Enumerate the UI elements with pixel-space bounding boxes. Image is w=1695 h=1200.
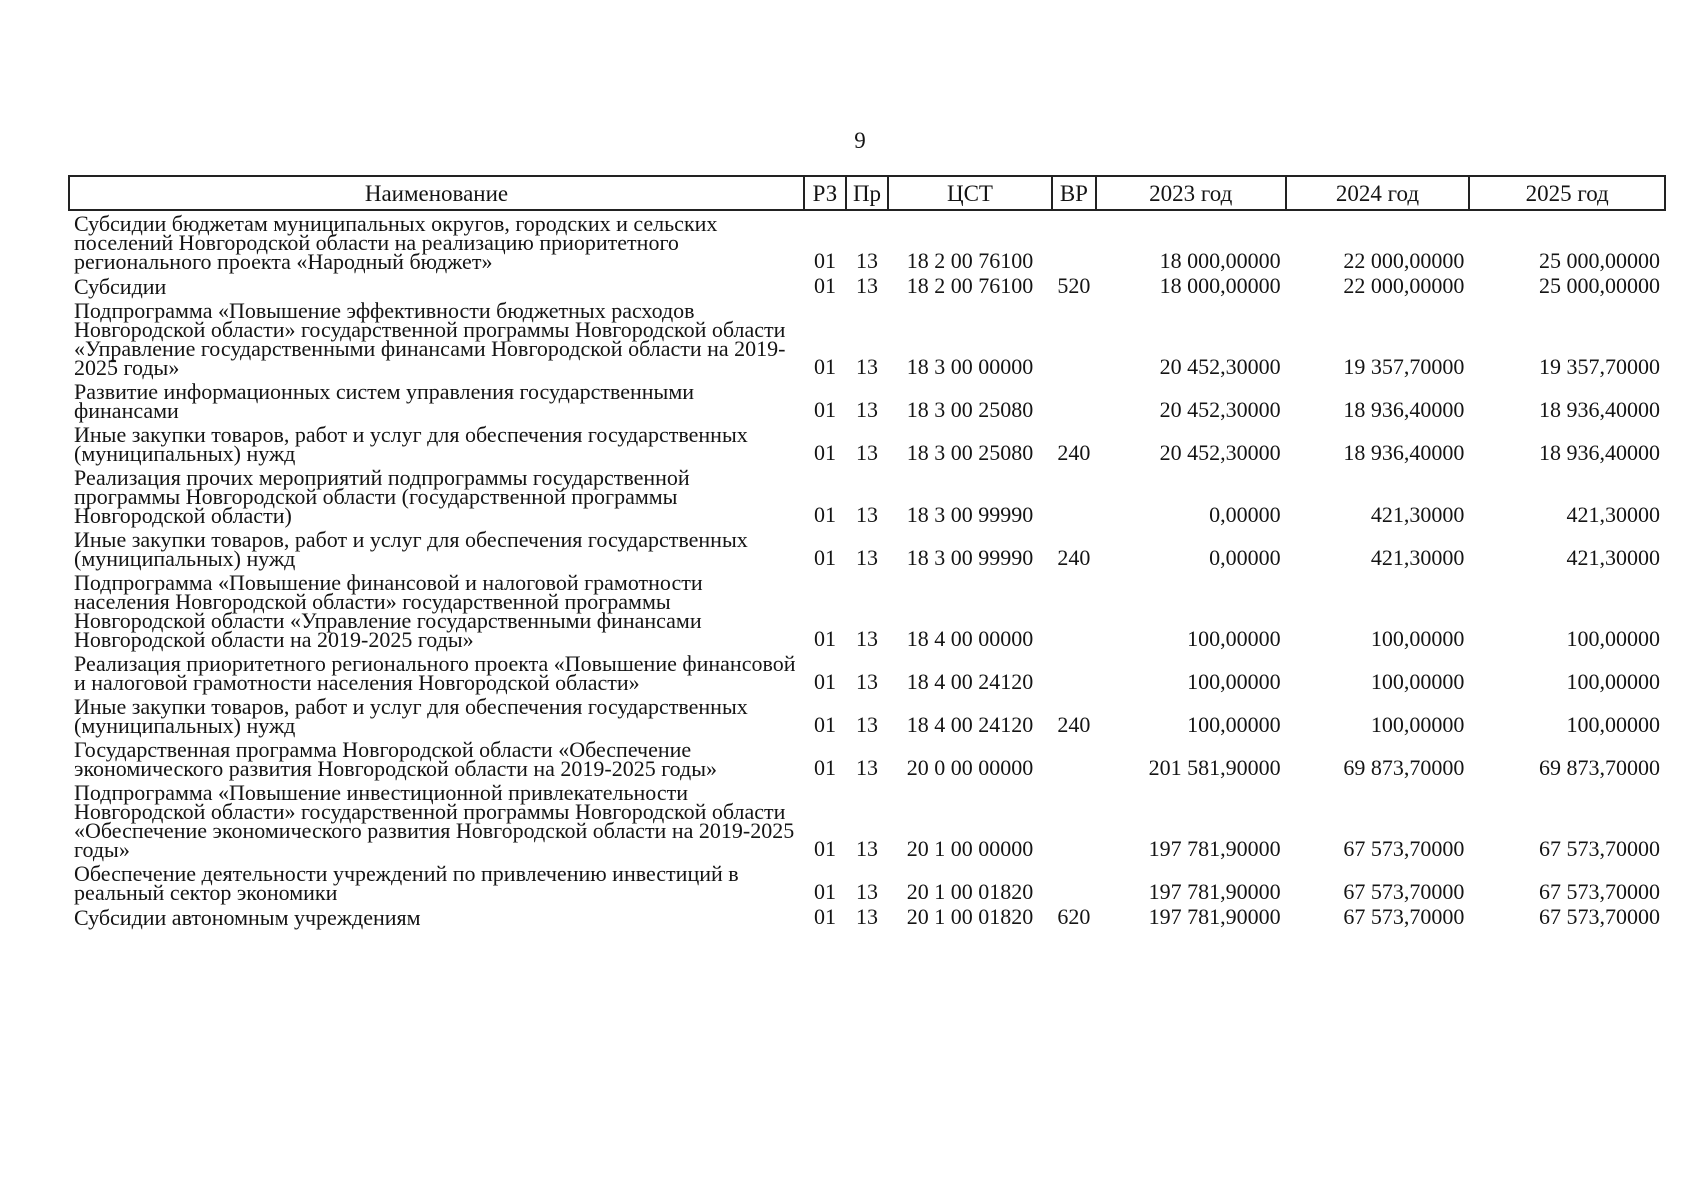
row-2024: 19 357,70000 [1343, 354, 1465, 379]
row-2025: 100,00000 [1566, 669, 1660, 694]
table-row [69, 210, 1665, 273]
row-name: Субсидии бюджетам муниципальных округов, городских и сельских поселений Новгородской области на реализацию приоритетного регионального проекта «Народный бюджет» [74, 211, 718, 274]
table-row [69, 570, 1665, 651]
row-2024: 18 936,40000 [1343, 397, 1465, 422]
row-vr: 520 [1057, 273, 1091, 298]
table-row [69, 651, 1665, 694]
row-pr: 13 [856, 879, 878, 904]
row-name: Иные закупки товаров, работ и услуг для обеспечения государственных (муниципальных) нужд [74, 527, 748, 571]
row-2024: 69 873,70000 [1343, 755, 1465, 780]
row-2024: 421,30000 [1370, 502, 1465, 527]
row-rz: 01 [813, 545, 836, 570]
row-vr [1052, 861, 1096, 904]
row-2024: 67 573,70000 [1343, 836, 1465, 861]
row-pr: 13 [856, 273, 878, 298]
table-row [69, 273, 1665, 298]
row-2023: 201 581,90000 [1148, 755, 1281, 780]
row-2023: 197 781,90000 [1148, 904, 1281, 929]
row-2024: 67 573,70000 [1343, 879, 1465, 904]
row-pr: 13 [856, 354, 878, 379]
row-name: Субсидии [74, 274, 167, 299]
row-rz: 01 [813, 755, 836, 780]
row-vr [1052, 210, 1096, 273]
row-cst: 18 2 00 76100 [906, 248, 1034, 273]
header-pr: Пр [846, 176, 888, 210]
row-vr [1052, 651, 1096, 694]
row-2025: 67 573,70000 [1539, 879, 1660, 904]
row-cst: 18 2 00 76100 [906, 273, 1034, 298]
row-2023: 20 452,30000 [1159, 354, 1281, 379]
table-row [69, 379, 1665, 422]
row-2025: 18 936,40000 [1539, 440, 1660, 465]
row-vr: 240 [1057, 440, 1091, 465]
row-2023: 20 452,30000 [1159, 397, 1281, 422]
row-rz: 01 [813, 248, 836, 273]
table-row [69, 527, 1665, 570]
row-2024: 100,00000 [1370, 626, 1465, 651]
row-name: Подпрограмма «Повышение финансовой и налоговой грамотности населения Новгородской области» государственной программы Новгородской области «Управление государственными финансами Новгородской области на 2019-2025 годы» [74, 570, 703, 652]
row-2025: 421,30000 [1566, 545, 1660, 570]
row-2025: 67 573,70000 [1539, 836, 1660, 861]
row-rz: 01 [813, 904, 836, 929]
row-rz: 01 [813, 273, 836, 298]
row-2025: 25 000,00000 [1539, 248, 1660, 273]
row-cst: 18 4 00 00000 [906, 626, 1034, 651]
page-number: 9 [854, 128, 866, 153]
header-vr: ВР [1052, 176, 1096, 210]
header-2023: 2023 год [1096, 176, 1286, 210]
row-name: Подпрограмма «Повышение инвестиционной привлекательности Новгородской области» государственной программы Новгородской области «Обеспечение экономического развития Новгородской области на 2019-2025 годы» [74, 780, 795, 862]
row-vr: 240 [1057, 712, 1091, 737]
row-2025: 421,30000 [1566, 502, 1660, 527]
header-rz: РЗ [804, 176, 846, 210]
row-2023: 18 000,00000 [1159, 273, 1281, 298]
row-vr [1052, 737, 1096, 780]
table-row [69, 422, 1665, 465]
row-cst: 20 0 00 00000 [906, 755, 1034, 780]
row-pr: 13 [856, 669, 878, 694]
row-rz: 01 [813, 397, 836, 422]
row-pr: 13 [856, 904, 878, 929]
row-cst: 18 3 00 99990 [906, 545, 1034, 570]
row-vr [1052, 465, 1096, 527]
table-row [69, 904, 1665, 929]
row-cst: 18 3 00 25080 [906, 440, 1034, 465]
table-body [69, 210, 1665, 929]
row-name: Государственная программа Новгородской области «Обеспечение экономического развития Новгородской области на 2019-2025 годы» [74, 737, 718, 781]
row-rz: 01 [813, 502, 836, 527]
row-name: Обеспечение деятельности учреждений по привлечению инвестиций в реальный сектор экономики [74, 861, 739, 905]
row-rz: 01 [813, 354, 836, 379]
row-2024: 22 000,00000 [1343, 273, 1465, 298]
row-cst: 20 1 00 00000 [906, 836, 1034, 861]
row-name: Развитие информационных систем управления государственными финансами [74, 379, 695, 423]
row-pr: 13 [856, 755, 878, 780]
row-rz: 01 [813, 879, 836, 904]
table-row [69, 737, 1665, 780]
header-2025: 2025 год [1469, 176, 1665, 210]
row-rz: 01 [813, 712, 836, 737]
row-name: Иные закупки товаров, работ и услуг для обеспечения государственных (муниципальных) нужд [74, 422, 748, 466]
row-2024: 18 936,40000 [1343, 440, 1465, 465]
row-2025: 100,00000 [1566, 712, 1660, 737]
row-2025: 67 573,70000 [1539, 904, 1660, 929]
row-2025: 100,00000 [1566, 626, 1660, 651]
row-2024: 100,00000 [1370, 712, 1465, 737]
row-name: Реализация прочих мероприятий подпрограммы государственной программы Новгородской области (государственной программы Новгородской области) [74, 465, 690, 528]
row-2024: 421,30000 [1370, 545, 1465, 570]
row-pr: 13 [856, 502, 878, 527]
table-row [69, 465, 1665, 527]
budget-table [68, 175, 1666, 929]
row-rz: 01 [813, 440, 836, 465]
row-cst: 18 4 00 24120 [906, 712, 1034, 737]
row-pr: 13 [856, 440, 878, 465]
row-2025: 25 000,00000 [1539, 273, 1660, 298]
row-pr: 13 [856, 248, 878, 273]
header-2024: 2024 год [1286, 176, 1470, 210]
row-2023: 197 781,90000 [1148, 836, 1281, 861]
table-row [69, 694, 1665, 737]
row-2025: 69 873,70000 [1539, 755, 1660, 780]
row-2023: 18 000,00000 [1159, 248, 1281, 273]
row-vr [1052, 379, 1096, 422]
row-cst: 20 1 00 01820 [906, 879, 1034, 904]
row-cst: 20 1 00 01820 [906, 904, 1034, 929]
row-pr: 13 [856, 545, 878, 570]
row-2023: 100,00000 [1187, 712, 1281, 737]
row-vr [1052, 298, 1096, 379]
row-2024: 100,00000 [1370, 669, 1465, 694]
row-rz: 01 [813, 669, 836, 694]
row-2025: 19 357,70000 [1539, 354, 1660, 379]
row-2023: 100,00000 [1187, 626, 1281, 651]
row-cst: 18 4 00 24120 [906, 669, 1034, 694]
table-row [69, 780, 1665, 861]
row-vr: 620 [1057, 904, 1091, 929]
row-pr: 13 [856, 397, 878, 422]
row-2023: 197 781,90000 [1148, 879, 1281, 904]
row-cst: 18 3 00 00000 [906, 354, 1034, 379]
row-name: Подпрограмма «Повышение эффективности бюджетных расходов Новгородской области» государственной программы Новгородской области «Управление государственными финансами Новгородской области на 2019-2025 годы» [74, 298, 786, 380]
header-cst: ЦСТ [888, 176, 1052, 210]
header-name: Наименование [69, 176, 804, 210]
row-vr: 240 [1057, 545, 1091, 570]
row-vr [1052, 780, 1096, 861]
row-2023: 20 452,30000 [1159, 440, 1281, 465]
row-2023: 100,00000 [1187, 669, 1281, 694]
row-2024: 67 573,70000 [1343, 904, 1465, 929]
row-rz: 01 [813, 836, 836, 861]
row-name: Реализация приоритетного регионального проекта «Повышение финансовой и налоговой грамотности населения Новгородской области» [74, 651, 796, 695]
row-vr [1052, 570, 1096, 651]
row-cst: 18 3 00 25080 [906, 397, 1034, 422]
row-name: Субсидии автономным учреждениям [74, 905, 421, 930]
table-row [69, 298, 1665, 379]
row-pr: 13 [856, 836, 878, 861]
row-2025: 18 936,40000 [1539, 397, 1660, 422]
row-2024: 22 000,00000 [1343, 248, 1465, 273]
row-name: Иные закупки товаров, работ и услуг для обеспечения государственных (муниципальных) нужд [74, 694, 748, 738]
row-2023: 0,00000 [1209, 545, 1281, 570]
row-cst: 18 3 00 99990 [906, 502, 1034, 527]
table-header-row [69, 176, 1665, 210]
table-row [69, 861, 1665, 904]
row-pr: 13 [856, 626, 878, 651]
row-pr: 13 [856, 712, 878, 737]
row-2023: 0,00000 [1209, 502, 1281, 527]
row-rz: 01 [813, 626, 836, 651]
